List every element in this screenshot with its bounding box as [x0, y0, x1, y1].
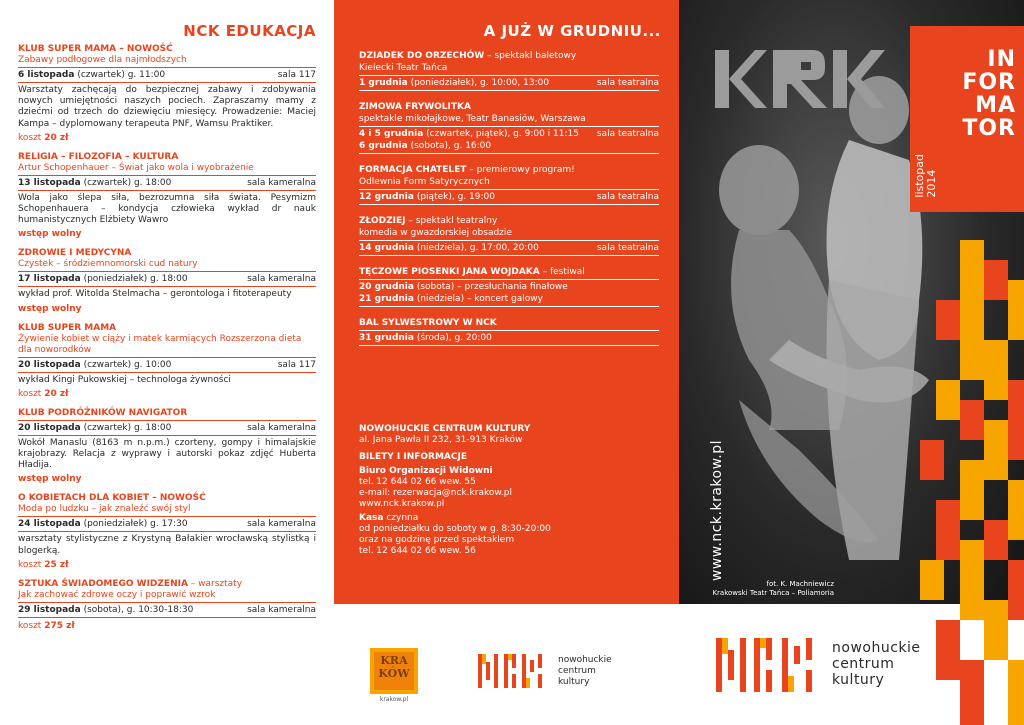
education-event — [18, 322, 316, 400]
krakow-logo — [368, 646, 420, 706]
event-row — [359, 332, 659, 344]
event-date — [18, 273, 188, 285]
krakow-line1: KRA — [380, 654, 408, 667]
event-date-rest: (czwartek) g. 11:00 — [74, 70, 166, 80]
event-title — [359, 101, 659, 113]
event-date-rest: (niedziela) – koncert galowy — [413, 294, 543, 304]
event-title-tail: – warsztaty — [187, 578, 243, 589]
event-title-main: O KOBIETACH DLA KOBIET – NOWOŚĆ — [18, 493, 206, 504]
event-title — [18, 492, 316, 504]
krk-logo — [715, 50, 885, 108]
event-title-tail: – festiwal — [539, 267, 585, 277]
event-when — [359, 279, 659, 307]
education-event — [18, 492, 316, 570]
event-title — [359, 266, 659, 278]
event-description: Wokół Manaslu (8163 m n.p.m.) czorteny, gompy i himalajskie krajobrazy. Relacja z wyprawy i autorski pokaz zdjęć Huberta Hładija. — [18, 437, 316, 471]
event-date — [359, 191, 495, 203]
event-title-main: SZTUKA ŚWIADOMEGO WIDZENIA — [18, 578, 188, 589]
december-event — [359, 266, 659, 307]
bow-phone: tel. 12 644 02 66 wew. 55 — [359, 477, 476, 487]
event-fee — [18, 388, 316, 400]
event-fee-label: koszt — [18, 620, 45, 631]
event-description: Wola jako ślepa siła, bezrozumna siła świata. Pesymizm Schopenhauera – kondycja człowieka wykład dr nauk humanistycznych Elżbiety Wawro — [18, 192, 316, 226]
event-title-main: ZIMOWA FRYWOLITKA — [359, 102, 471, 112]
event-date-bold: 12 grudnia — [359, 192, 414, 202]
event-row — [359, 281, 659, 293]
photo-credit: fot. K. Machniewicz Krakowski Teatr Tańca – Poliamoria — [712, 580, 834, 597]
event-title — [18, 247, 316, 259]
event-title-main: KLUB PODRÓŻNIKÓW NAVIGATOR — [18, 407, 188, 418]
tickets-title: BILETY I INFORMACJE — [359, 452, 467, 462]
event-date-bold: 21 grudnia — [359, 294, 414, 304]
event-title — [18, 578, 316, 590]
nck-small-text: nowohuckie centrum kultury — [558, 655, 612, 687]
event-subtitle: Artur Schopenhauer – Świat jako wola i wyobrażenie — [18, 162, 254, 173]
event-date-bold: 20 grudnia — [359, 282, 414, 292]
event-date — [359, 281, 568, 293]
event-fee — [18, 303, 316, 315]
event-title-main: FORMACJA CHATELET — [359, 165, 467, 175]
event-row — [359, 140, 659, 152]
event-place: sala 117 — [277, 70, 316, 80]
event-subtitle: Żywienie kobiet w ciąży i matek karmiących Rozszerzona dieta dla noworodków — [18, 333, 302, 355]
event-fee-value: 275 zł — [44, 620, 75, 631]
event-date-bold: 6 listopada — [18, 70, 75, 80]
org-address: al. Jana Pawła II 232, 31-913 Kraków — [359, 435, 523, 445]
event-title — [359, 317, 659, 329]
event-place: sala kameralna — [247, 422, 316, 433]
event-fee-value: 20 zł — [44, 132, 69, 143]
event-subtitle: Jak zachować zdrowe oczy i poprawić wzrok — [18, 589, 216, 600]
event-fee-value: wstęp wolny — [18, 229, 82, 240]
event-fee-label: koszt — [18, 559, 45, 570]
event-fee — [18, 473, 316, 485]
event-when — [18, 175, 316, 191]
education-event — [18, 247, 316, 314]
event-fee — [18, 559, 316, 571]
december-event — [359, 215, 659, 256]
event-place: sala kameralna — [247, 274, 316, 285]
event-fee-label: koszt — [18, 132, 45, 143]
event-fee-value: wstęp wolny — [18, 303, 82, 314]
event-description: wykład Kingi Pukowskiej – technologa żywności — [18, 374, 231, 385]
event-date-rest: (poniedziałek), g. 10:00, 13:00 — [407, 78, 550, 88]
december-event — [359, 164, 659, 205]
nck-small-logo — [478, 652, 550, 690]
event-title — [18, 322, 316, 334]
event-row — [359, 128, 659, 140]
event-fee-label: koszt — [18, 388, 45, 399]
event-when — [359, 189, 659, 205]
event-fee — [18, 228, 316, 240]
event-date — [359, 293, 543, 305]
event-date — [18, 69, 165, 81]
event-date-bold: 24 listopada — [18, 519, 81, 530]
kasa-line — [359, 513, 659, 524]
event-row — [359, 191, 659, 203]
event-place: sala teatralna — [596, 192, 659, 202]
event-place: sala kameralna — [247, 177, 316, 188]
event-date-rest: (niedziela), g. 17:00, 20:00 — [413, 243, 539, 253]
informator-box — [910, 26, 1024, 212]
event-subtitle: spektakle mikołajkowe, Teatr Banasiów, Warszawa — [359, 114, 586, 124]
nck-big-text: nowohuckie centrum kultury — [832, 640, 921, 688]
december-event — [359, 101, 659, 154]
event-place: sala teatralna — [596, 243, 659, 253]
org-name: NOWOHUCKIE CENTRUM KULTURY — [359, 424, 531, 434]
event-title — [359, 50, 659, 62]
event-date-rest: (środa), g. 20:00 — [413, 333, 492, 343]
event-subtitle: Odlewnia Form Satyrycznych — [359, 177, 490, 187]
event-when — [18, 271, 316, 287]
mosaic-decoration — [920, 240, 1024, 725]
bow-email[interactable]: e-mail: rezerwacja@nck.krakow.pl — [359, 488, 512, 498]
event-title-tail: – premierowy program! — [466, 165, 575, 175]
informator-title: IN FOR MA TOR — [962, 47, 1016, 141]
event-fee — [18, 620, 316, 632]
event-date-bold: 20 listopada — [18, 422, 81, 433]
event-title-main: ZDROWIE I MEDYCYNA — [18, 248, 132, 259]
event-when — [18, 67, 316, 83]
event-title — [359, 164, 659, 176]
event-title-main: BAL SYLWESTROWY W NCK — [359, 318, 497, 328]
event-date — [359, 77, 549, 89]
website-vertical[interactable]: www.nck.krakow.pl — [709, 440, 725, 582]
event-title-main: DZIADEK DO ORZECHÓW — [359, 51, 485, 61]
event-date-rest: (sobota) – przesłuchania finałowe — [413, 282, 568, 292]
event-place: sala teatralna — [596, 129, 659, 139]
event-fee-value: 25 zł — [44, 559, 69, 570]
event-description: warsztaty stylistyczne z Krystyną Bałakier wrocławską stylistką i blogerką. — [18, 534, 316, 556]
event-subtitle: Kielecki Teatr Tańca — [359, 63, 448, 73]
education-column — [18, 22, 316, 639]
event-when — [359, 330, 659, 346]
issue-date: listopad 2014 — [913, 154, 938, 198]
event-when — [18, 357, 316, 373]
event-date-bold: 4 i 5 grudnia — [359, 129, 424, 139]
event-when — [359, 240, 659, 256]
event-date — [359, 242, 539, 254]
event-date — [18, 177, 171, 189]
event-title-main: TĘCZOWE PIOSENKI JANA WOJDAKA — [359, 267, 540, 277]
event-date-rest: (czwartek) g. 18:00 — [80, 422, 172, 433]
bow-title: Biuro Organizacji Widowni — [359, 466, 493, 476]
event-place: sala kameralna — [247, 519, 316, 530]
krakow-url: krakow.pl — [379, 696, 409, 703]
education-event — [18, 151, 316, 241]
education-event — [18, 407, 316, 486]
event-fee-value: wstęp wolny — [18, 474, 82, 485]
december-heading: A JUŻ W GRUDNIU... — [483, 22, 661, 40]
december-events — [359, 50, 659, 356]
kasa-hours: od poniedziałku do soboty w g. 8:30-20:00 — [359, 524, 551, 534]
krakow-line2: KÓW — [378, 667, 410, 680]
event-date-bold: 20 listopada — [18, 359, 81, 370]
event-date-rest: (czwartek, piątek), g. 9:00 i 11:15 — [423, 129, 579, 139]
december-event — [359, 50, 659, 91]
event-date-rest: (sobota), g. 10:30-18:30 — [80, 604, 194, 615]
event-when — [18, 516, 316, 532]
event-date — [359, 128, 579, 140]
event-title-main: KLUB SUPER MAMA — [18, 322, 117, 333]
event-date — [359, 332, 492, 344]
event-date-bold: 13 listopada — [18, 177, 81, 188]
education-heading: NCK EDUKACJA — [183, 22, 316, 40]
event-when — [359, 126, 659, 154]
event-description: wykład prof. Witolda Stelmacha – gerontologa i fitoterapeuty — [18, 289, 292, 300]
event-date-rest: (poniedziałek) g. 18:00 — [80, 274, 188, 285]
kasa-title: Kasa — [359, 513, 384, 523]
kasa-phone: tel. 12 644 02 66 wew. 56 — [359, 546, 476, 556]
kasa-tail: czynna — [383, 513, 419, 523]
event-place: sala kameralna — [247, 604, 316, 615]
event-date-bold: 14 grudnia — [359, 243, 414, 253]
event-when — [18, 420, 316, 436]
event-place: sala 117 — [277, 359, 316, 370]
bow-www[interactable]: www.nck.krakow.pl — [359, 499, 445, 509]
event-title — [18, 151, 316, 163]
event-subtitle: komedia w gwazdorskiej obsadzie — [359, 228, 512, 238]
event-title-main: RELIGIA – FILOZOFIA – KULTURA — [18, 151, 179, 162]
event-date-bold: 31 grudnia — [359, 333, 414, 343]
event-date — [18, 518, 188, 530]
event-title-tail: – spektakl baletowy — [484, 51, 577, 61]
event-date-bold: 17 listopada — [18, 274, 81, 285]
contact-block — [359, 424, 659, 557]
event-date-rest: (piątek), g. 19:00 — [413, 192, 495, 202]
event-row — [359, 293, 659, 305]
event-date-rest: (czwartek) g. 18:00 — [80, 177, 172, 188]
event-date — [18, 359, 171, 371]
event-date — [359, 140, 491, 152]
event-date-bold: 29 listopada — [18, 604, 81, 615]
event-title-main: ZŁODZIEJ — [359, 216, 406, 226]
event-date-rest: (poniedziałek) g. 17:30 — [80, 519, 188, 530]
december-panel — [334, 0, 679, 604]
december-event — [359, 317, 659, 346]
event-row — [359, 77, 659, 89]
event-description: Warsztaty zachęcają do bezpiecznej zabawy i zdobywania nowych umiejętności naszych pociech. Zapraszamy mamy z dziećmi od trzech do dziewięciu miesięcy. Prowadzenie: Maciej Kampa – dyplomowany terapeuta PNF, Wamsu Praktiker. — [18, 85, 316, 129]
nck-big-logo — [716, 634, 824, 696]
event-title — [18, 43, 316, 55]
event-date — [18, 604, 193, 616]
education-events — [18, 43, 316, 632]
event-date-rest: (czwartek) g. 10:00 — [80, 359, 172, 370]
event-subtitle: Czystek – śródziemnomorski cud natury — [18, 259, 198, 270]
event-place: sala teatralna — [596, 78, 659, 88]
event-fee-value: 20 zł — [44, 388, 69, 399]
event-subtitle: Zabawy podłogowe dla najmłodszych — [18, 55, 187, 65]
event-when — [359, 75, 659, 91]
education-event — [18, 43, 316, 144]
event-title — [359, 215, 659, 227]
event-date-bold: 6 grudnia — [359, 141, 408, 151]
education-event — [18, 578, 316, 632]
event-date — [18, 422, 171, 434]
event-title — [18, 407, 316, 419]
event-when — [18, 602, 316, 618]
event-subtitle: Moda po ludzku – jak znaleźć swój styl — [18, 504, 191, 515]
event-title-tail: – spektakl teatralny — [405, 216, 498, 226]
event-row — [359, 242, 659, 254]
event-fee — [18, 132, 316, 144]
kasa-hours-2: oraz na godzinę przed spektaklem — [359, 535, 515, 545]
event-title-main: KLUB SUPER MAMA – NOWOŚĆ — [18, 44, 173, 54]
event-date-rest: (sobota), g. 16:00 — [407, 141, 492, 151]
event-date-bold: 1 grudnia — [359, 78, 408, 88]
